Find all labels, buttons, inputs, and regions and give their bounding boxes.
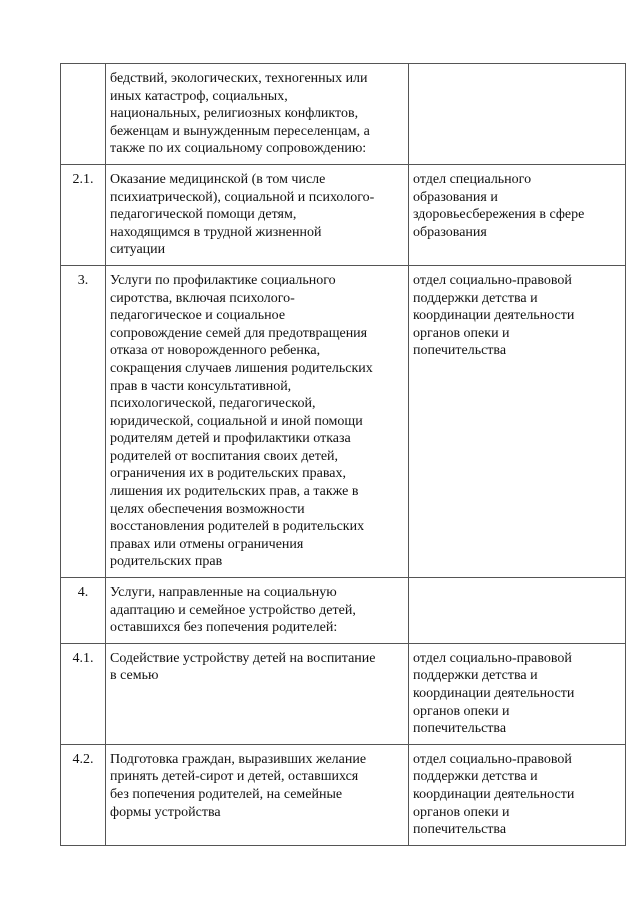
text-line: органов опеки и <box>413 325 510 341</box>
text-line: ситуации <box>110 242 166 258</box>
text-line: юридической, социальной и иной помощи <box>110 413 363 429</box>
text-line: педагогическое и социальное <box>110 308 286 324</box>
services-table <box>60 63 626 846</box>
text-line: координации деятельности <box>413 786 575 802</box>
service-description <box>106 643 409 744</box>
text-line: здоровьесбережения в сфере <box>413 207 585 223</box>
table-row <box>61 164 626 265</box>
text-line: отдел социально-правовой <box>413 650 572 666</box>
responsible-department <box>409 164 626 265</box>
text-line: бедствий, экологических, техногенных или <box>110 71 368 86</box>
responsible-department <box>409 578 626 644</box>
text-line: отдел социально-правовой <box>413 751 572 767</box>
text-line: целях обеспечения возможности <box>110 501 305 517</box>
text-line: Оказание медицинской (в том числе <box>110 171 326 187</box>
service-description <box>106 64 409 165</box>
item-number <box>61 64 106 165</box>
text-line: национальных, религиозных конфликтов, <box>110 106 359 122</box>
text-line: адаптацию и семейное устройство детей, <box>110 602 356 618</box>
text-line: образования <box>413 224 487 240</box>
text-line: Содействие устройству детей на воспитание <box>110 650 376 666</box>
text-line: отдел социально-правовой <box>413 272 572 288</box>
table-row <box>61 64 626 165</box>
text-line: координации деятельности <box>413 308 575 324</box>
responsible-department <box>409 64 626 165</box>
text-line: восстановления родителей в родительских <box>110 519 365 535</box>
text-line: отказа от новорожденного ребенка, <box>110 343 321 359</box>
text-line: находящимся в трудной жизненной <box>110 224 322 240</box>
text-line: сиротства, включая психолого- <box>110 290 295 306</box>
text-line: Услуги по профилактике социального <box>110 272 336 288</box>
service-description <box>106 265 409 577</box>
text-line: попечительства <box>413 822 507 838</box>
text-line: в семью <box>110 668 159 684</box>
responsible-department <box>409 265 626 577</box>
table-row <box>61 578 626 644</box>
table-row <box>61 643 626 744</box>
text-line: ограничения их в родительских правах, <box>110 466 346 482</box>
text-line: попечительства <box>413 343 507 359</box>
text-line: поддержки детства и <box>413 668 538 684</box>
table-row <box>61 744 626 845</box>
item-number: 4. <box>61 578 106 644</box>
text-line: координации деятельности <box>413 686 575 701</box>
text-line: сопровождение семей для предотвращения <box>110 325 368 341</box>
text-line: поддержки детства и <box>413 769 538 785</box>
text-line: Услуги, направленные на социальную <box>110 585 337 601</box>
text-line: органов опеки и <box>413 703 510 719</box>
text-line: формы устройства <box>110 804 221 820</box>
text-line: оставшихся без попечения родителей: <box>110 620 338 636</box>
text-line: попечительства <box>413 721 507 737</box>
text-line: Подготовка граждан, выразивших желание <box>110 751 367 767</box>
item-number: 2.1. <box>61 164 106 265</box>
item-number: 4.1. <box>61 643 106 744</box>
text-line: также по их социальному сопровождению: <box>110 141 367 157</box>
service-description <box>106 164 409 265</box>
text-line: без попечения родителей, на семейные <box>110 786 343 802</box>
table-body <box>61 64 626 846</box>
text-line: родителей от воспитания своих детей, <box>110 448 339 464</box>
text-line: лишения их родительских прав, а также в <box>110 484 359 500</box>
service-description <box>106 578 409 644</box>
item-number: 3. <box>61 265 106 577</box>
table-row <box>61 265 626 577</box>
text-line: отдел специального <box>413 171 532 187</box>
text-line: психиатрической), социальной и психолого- <box>110 189 375 205</box>
text-line: психологической, педагогической, <box>110 396 316 412</box>
text-line: образования и <box>413 189 498 205</box>
text-line: органов опеки и <box>413 804 510 820</box>
item-number: 4.2. <box>61 744 106 845</box>
text-line: беженцам и вынужденным переселенцам, а <box>110 123 370 139</box>
text-line: сокращения случаев лишения родительских <box>110 360 373 376</box>
text-line: педагогической помощи детям, <box>110 207 297 223</box>
text-line: родителям детей и профилактики отказа <box>110 431 351 447</box>
responsible-department <box>409 744 626 845</box>
text-line: принять детей-сирот и детей, оставшихся <box>110 769 359 785</box>
text-line: поддержки детства и <box>413 290 538 306</box>
text-line: правах или отмены ограничения <box>110 536 304 552</box>
text-line: прав в части консультативной, <box>110 378 292 394</box>
responsible-department <box>409 643 626 744</box>
text-line: родительских прав <box>110 554 223 570</box>
text-line: иных катастроф, социальных, <box>110 88 288 104</box>
service-description <box>106 744 409 845</box>
